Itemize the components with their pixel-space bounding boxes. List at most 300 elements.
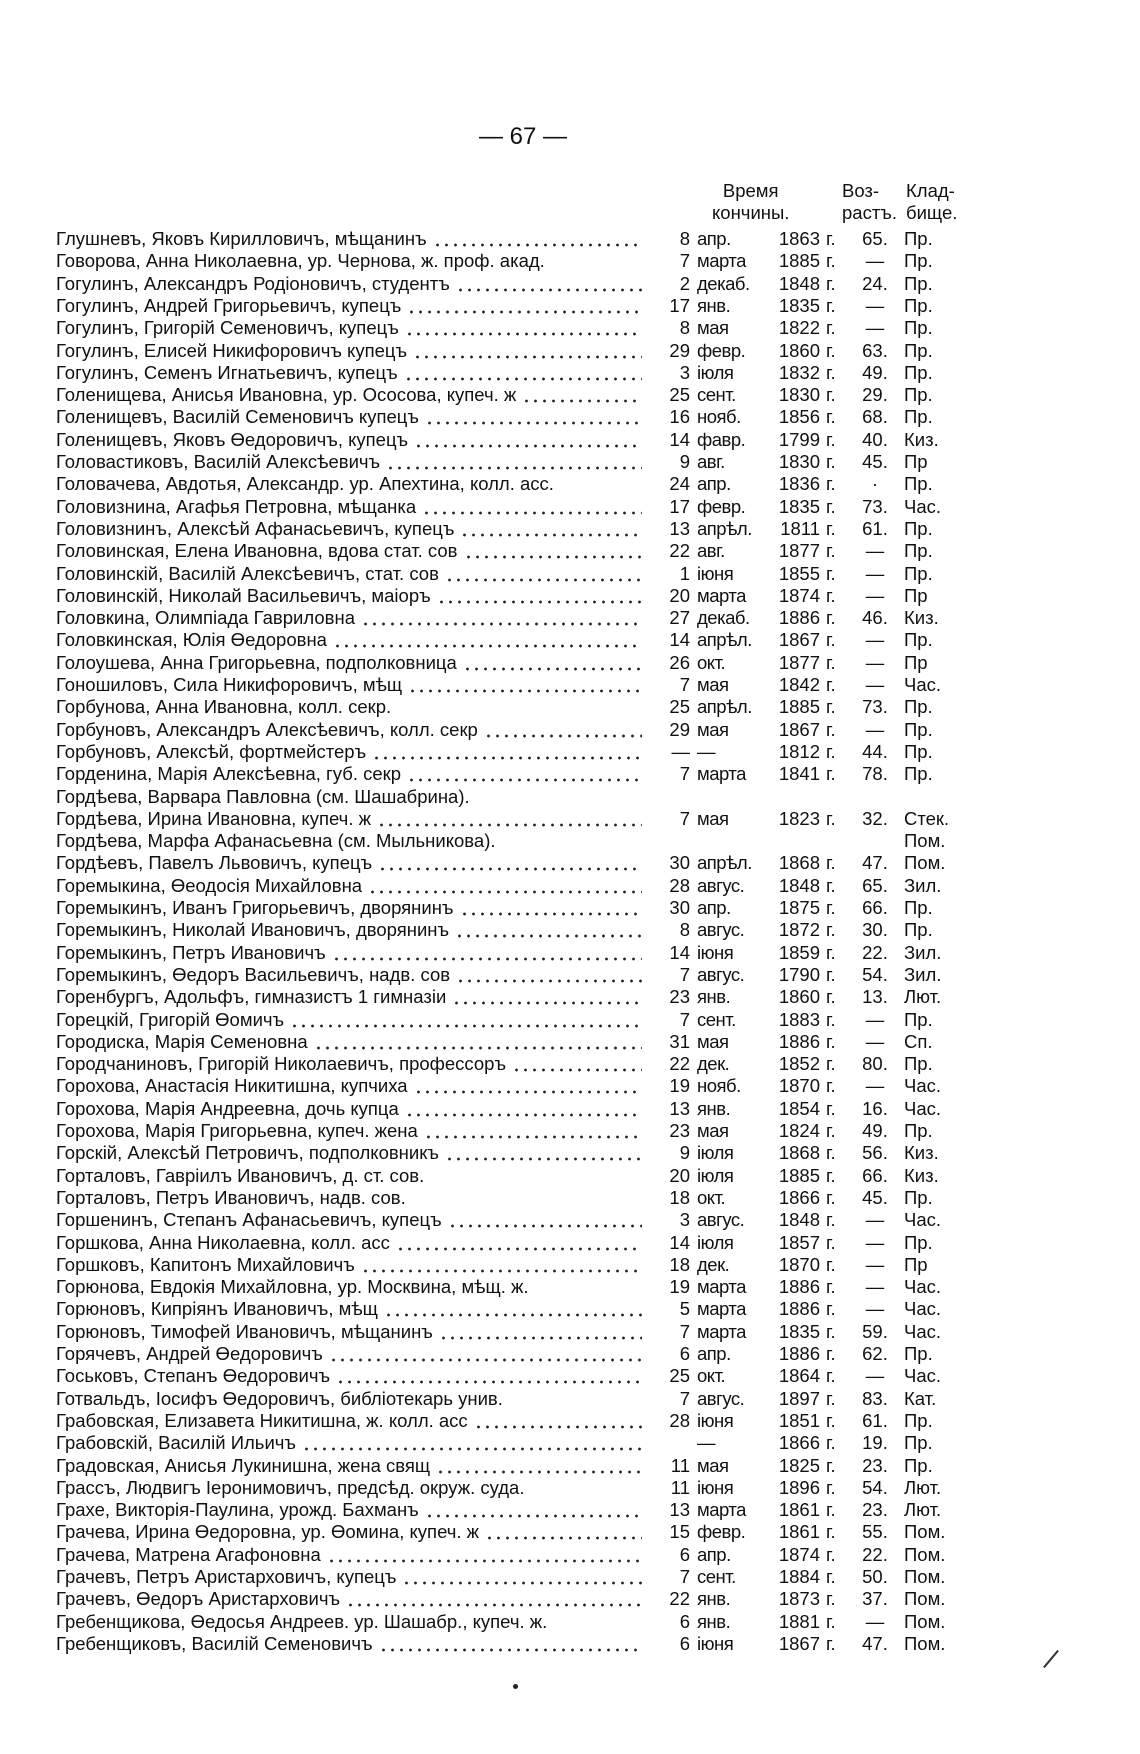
dot-leader	[437, 585, 642, 607]
entry-name-text: Городчаниновъ, Григорій Николаевичъ, профессоръ	[56, 1053, 507, 1075]
entry-year: 1823	[778, 807, 820, 829]
entry-year-suffix: г.	[826, 1409, 836, 1431]
entry-year: 1856	[778, 406, 820, 428]
entry-row	[0, 1165, 1140, 1187]
entry-cemetery: Сп.	[904, 1030, 933, 1052]
entry-year: 1875	[778, 897, 820, 918]
entry-year-suffix: г.	[826, 361, 836, 383]
header-age	[842, 180, 897, 224]
entry-year: 1848	[778, 272, 820, 294]
dot-leader	[522, 384, 642, 406]
entry-day: 24	[669, 473, 690, 495]
entry-day: 18	[669, 1253, 690, 1275]
entry-name	[56, 1388, 644, 1410]
entry-cemetery: Лют.	[904, 986, 942, 1008]
entry-year: 1868	[778, 1142, 820, 1164]
dot-leader	[456, 273, 642, 295]
entry-month: авгус.	[697, 919, 745, 941]
entry-row	[0, 384, 1140, 406]
header-cemetery	[906, 180, 957, 224]
entry-name-text: Горецкій, Григорій Өомичъ	[56, 1008, 285, 1030]
entry-year: 1877	[778, 540, 820, 562]
entry-year-suffix: г.	[826, 1231, 836, 1253]
entry-day: 23	[669, 986, 690, 1008]
entry-year-suffix: г.	[826, 1276, 836, 1298]
entry-year-suffix: г.	[826, 1432, 836, 1454]
entry-cemetery: Пом.	[904, 852, 946, 874]
entry-month: мая	[697, 807, 729, 829]
entry-day: 31	[669, 1030, 690, 1052]
entry-name	[56, 919, 644, 941]
entry-name	[56, 719, 644, 741]
entry-age: —	[865, 250, 885, 272]
entry-cemetery: Зил.	[904, 941, 942, 963]
entry-name-text: Головизнинъ, Алексѣй Афанасьевичъ, купецъ	[56, 517, 455, 539]
entry-year: 1836	[778, 473, 820, 495]
dot-leader	[332, 942, 642, 964]
entry-year-suffix: г.	[826, 1521, 836, 1543]
entry-month: іюня	[697, 941, 734, 963]
entry-year-suffix: г.	[826, 272, 836, 294]
entry-year: 1857	[778, 1231, 820, 1253]
entry-row	[0, 830, 1140, 852]
entry-month: іюня	[697, 1632, 734, 1654]
entry-year-suffix: г.	[826, 941, 836, 963]
entry-cemetery: Стек.	[904, 807, 950, 829]
entry-day: 19	[669, 1276, 690, 1298]
entry-cemetery: Пр.	[904, 317, 933, 339]
entry-name	[56, 763, 644, 785]
entry-row	[0, 1611, 1140, 1633]
dot-leader	[455, 919, 642, 941]
entry-name	[56, 741, 644, 763]
entry-row	[0, 763, 1140, 785]
entry-cemetery: Пр.	[904, 1053, 933, 1075]
entry-age: 22.	[862, 1543, 888, 1565]
entry-cemetery: Пр.	[904, 294, 933, 316]
entry-month: —	[697, 1432, 715, 1454]
entry-row	[0, 1298, 1140, 1320]
dot-leader	[485, 1521, 642, 1543]
entry-row	[0, 1142, 1140, 1164]
entry-day: 6	[679, 1543, 690, 1565]
entry-name-text: Горталовъ, Петръ Ивановичъ, надв. сов.	[56, 1186, 406, 1208]
entry-month: —	[697, 740, 715, 762]
entry-day: 27	[669, 607, 690, 629]
dot-leader	[372, 741, 642, 763]
entry-name	[56, 1053, 644, 1075]
entry-year-suffix: г.	[826, 986, 836, 1008]
entry-cemetery: Пр	[904, 1253, 928, 1275]
entry-name-text: Головкинская, Юлія Өедоровна	[56, 629, 327, 651]
entry-year: 1883	[778, 1008, 820, 1030]
entry-age: —	[865, 629, 885, 651]
entry-age: 37.	[862, 1588, 888, 1610]
entry-day: 7	[679, 963, 690, 985]
entry-row	[0, 808, 1140, 830]
entry-name	[56, 986, 644, 1008]
entry-name	[56, 1031, 644, 1053]
entry-row	[0, 1254, 1140, 1276]
entry-year-suffix: г.	[826, 807, 836, 829]
entry-year: 1835	[778, 1320, 820, 1342]
entry-year: 1886	[778, 607, 820, 629]
entry-name	[56, 273, 644, 295]
dot-leader	[448, 1209, 642, 1231]
entry-row	[0, 1120, 1140, 1142]
entry-month: апр.	[697, 228, 731, 249]
entry-age: —	[865, 1610, 885, 1632]
dot-leader	[346, 1588, 642, 1610]
entry-year-suffix: г.	[826, 540, 836, 562]
entry-year: 1860	[778, 339, 820, 361]
entry-age: 13.	[862, 986, 888, 1008]
entry-day: 14	[669, 1231, 690, 1253]
entry-month: іюня	[697, 1476, 734, 1498]
entry-name	[56, 1455, 644, 1477]
entry-cemetery: Пр.	[904, 1343, 933, 1364]
entry-row	[0, 362, 1140, 384]
entry-year: 1854	[778, 1097, 820, 1119]
entry-age: —	[865, 1276, 885, 1298]
entry-row	[0, 1209, 1140, 1231]
entry-day: 2	[679, 272, 690, 294]
entry-name	[56, 228, 644, 250]
entry-day: 8	[679, 317, 690, 339]
entry-row	[0, 1544, 1140, 1566]
entry-month: янв.	[697, 1097, 731, 1119]
entry-name-text: Горенбургъ, Адольфъ, гимназистъ 1 гимназіи	[56, 986, 447, 1008]
entry-name-text: Грассъ, Людвигъ Іеронимовичъ, предсѣд. окруж. суда.	[56, 1476, 525, 1498]
entry-day: 25	[669, 1365, 690, 1387]
entry-age: 32.	[862, 807, 888, 829]
entry-name	[56, 1521, 644, 1543]
header-time-line2: кончины.	[712, 202, 790, 223]
entry-year: 1848	[778, 874, 820, 896]
entry-month: окт.	[697, 651, 726, 673]
entry-year-suffix: г.	[826, 629, 836, 651]
entry-day: 15	[669, 1521, 690, 1543]
entry-month: мая	[697, 1120, 729, 1141]
entry-year: 1851	[778, 1409, 820, 1431]
entry-name-text: Горшковъ, Капитонъ Михайловичъ	[56, 1253, 355, 1275]
entry-year: 1811	[780, 517, 820, 539]
dot-leader	[302, 1432, 642, 1454]
entry-row	[0, 1031, 1140, 1053]
entry-cemetery: Лют.	[904, 1476, 942, 1498]
entry-row	[0, 317, 1140, 339]
entry-year-suffix: г.	[826, 1053, 836, 1075]
dot-leader	[445, 563, 642, 585]
entry-age: —	[865, 718, 885, 740]
entry-year-suffix: г.	[826, 1253, 836, 1275]
entry-day: 22	[669, 1053, 690, 1075]
entry-row	[0, 919, 1140, 941]
entry-row	[0, 1521, 1140, 1543]
entry-year: 1886	[778, 1343, 820, 1364]
entry-day: 30	[669, 897, 690, 918]
entry-cemetery: Час.	[904, 1276, 942, 1298]
entry-day: 7	[679, 1387, 690, 1409]
header-age-line2: растъ.	[842, 202, 898, 223]
entry-year-suffix: г.	[826, 1120, 836, 1141]
entry-cemetery: Зил.	[904, 963, 942, 985]
entry-year: 1885	[778, 250, 820, 272]
entry-name-text: Голенищевъ, Яковъ Өедоровичъ, купецъ	[56, 428, 409, 450]
entry-cemetery: Пр.	[904, 361, 933, 383]
entry-month: марта	[697, 763, 746, 785]
entry-month: мая	[697, 1030, 729, 1052]
entry-age: 23.	[862, 1499, 888, 1521]
entry-month: янв.	[697, 1588, 731, 1610]
dot-leader	[361, 607, 642, 629]
entry-cemetery: Пр	[904, 451, 928, 472]
entry-day: 6	[679, 1343, 690, 1364]
entry-row	[0, 451, 1140, 473]
entry-row	[0, 897, 1140, 919]
entry-age: 68.	[862, 406, 888, 428]
entry-name-text: Гордѣева, Варвара Павловна (см. Шашабрина).	[56, 785, 470, 807]
entry-day: 16	[669, 406, 690, 428]
entry-year: 1830	[778, 451, 820, 472]
entry-year: 1874	[778, 584, 820, 606]
entry-age: 47.	[862, 1632, 888, 1654]
entry-cemetery: Пр.	[904, 517, 933, 539]
entry-name-text: Горбунова, Анна Ивановна, колл. секр.	[56, 696, 392, 718]
entry-age: 49.	[862, 361, 888, 383]
entry-name	[56, 629, 644, 651]
entry-name-text: Горемыкинъ, Өедоръ Васильевичъ, надв. сов	[56, 963, 451, 985]
entry-year: 1874	[778, 1543, 820, 1565]
entry-name	[56, 1611, 644, 1633]
entry-day: 6	[679, 1632, 690, 1654]
entry-day: 7	[679, 763, 690, 785]
entry-cemetery: Пр.	[904, 540, 933, 562]
entry-day: 9	[679, 451, 690, 472]
entry-row	[0, 585, 1140, 607]
entry-cemetery: Зил.	[904, 874, 942, 896]
dot-leader	[413, 340, 642, 362]
entry-age: ·	[871, 473, 879, 495]
entry-year: 1866	[778, 1186, 820, 1208]
entry-month: марта	[697, 1499, 746, 1521]
entry-month: апр.	[697, 897, 731, 918]
entry-age: —	[865, 562, 885, 584]
entry-cemetery: Час.	[904, 1097, 942, 1119]
entry-name-text: Горемыкинъ, Николай Ивановичъ, дворянинъ	[56, 919, 450, 941]
entry-day: 3	[679, 1209, 690, 1231]
entry-year-suffix: г.	[826, 1343, 836, 1364]
dot-leader	[436, 1455, 642, 1477]
entry-row	[0, 607, 1140, 629]
entry-month: марта	[697, 584, 746, 606]
entry-year: 1832	[778, 361, 820, 383]
entry-year-suffix: г.	[826, 1142, 836, 1164]
entry-name-text: Горохова, Марія Андреевна, дочь купца	[56, 1097, 399, 1119]
entry-name	[56, 1410, 644, 1432]
entry-day: 25	[669, 384, 690, 406]
dot-leader	[407, 295, 642, 317]
entry-cemetery: Пр.	[904, 1231, 933, 1253]
entry-cemetery: Пр.	[904, 1409, 933, 1431]
entry-year: 1870	[778, 1253, 820, 1275]
entry-year: 1799	[778, 428, 820, 450]
entry-year-suffix: г.	[826, 473, 836, 495]
entry-year: 1855	[778, 562, 820, 584]
entry-year-suffix: г.	[826, 1610, 836, 1632]
entry-month: марта	[697, 1320, 746, 1342]
entry-age: 54.	[862, 963, 888, 985]
entry-row	[0, 228, 1140, 250]
entry-year-suffix: г.	[826, 1365, 836, 1387]
entry-name-text: Гоношиловъ, Сила Никифоровичъ, мѣщ	[56, 674, 403, 695]
entry-row	[0, 719, 1140, 741]
entry-day: 25	[669, 696, 690, 718]
entry-year: 1877	[778, 651, 820, 673]
entry-year-suffix: г.	[826, 874, 836, 896]
entry-cemetery: Лют.	[904, 1499, 942, 1521]
entry-name	[56, 1499, 644, 1521]
entry-name-text: Гордѣевъ, Павелъ Львовичъ, купецъ	[56, 852, 373, 874]
entry-year-suffix: г.	[826, 1543, 836, 1565]
entry-year-suffix: г.	[826, 1632, 836, 1654]
entry-year-suffix: г.	[826, 250, 836, 272]
dot-leader	[404, 362, 642, 384]
entry-name-text: Горшенинъ, Степанъ Афанасьевичъ, купецъ	[56, 1209, 442, 1231]
entry-age: 65.	[862, 228, 888, 249]
entry-cemetery	[904, 786, 964, 808]
entry-month: апр.	[697, 473, 731, 495]
entry-year: 1842	[778, 674, 820, 695]
entry-month: марта	[697, 1276, 746, 1298]
entry-age: 22.	[862, 941, 888, 963]
entry-cemetery: Пр.	[904, 1008, 933, 1030]
entry-year: 1868	[778, 852, 820, 874]
entry-name	[56, 1321, 644, 1343]
print-speck	[513, 1684, 518, 1689]
entry-age: 24.	[862, 272, 888, 294]
entry-cemetery: Час.	[904, 674, 942, 695]
entry-name	[56, 1254, 644, 1276]
entry-year-suffix: г.	[826, 228, 836, 249]
entry-name-text: Горохова, Анастасія Никитишна, купчиха	[56, 1075, 408, 1097]
entry-day: 7	[679, 807, 690, 829]
entry-day: 8	[679, 228, 690, 249]
entry-row	[0, 1232, 1140, 1254]
entry-month: іюля	[697, 1142, 734, 1164]
entry-month: апр.	[697, 1543, 731, 1565]
entry-age: 65.	[862, 874, 888, 896]
entry-name	[56, 384, 644, 406]
entry-age: 63.	[862, 339, 888, 361]
entry-age: 49.	[862, 1120, 888, 1141]
entry-row	[0, 1477, 1140, 1499]
entry-cemetery: Пр.	[904, 1432, 933, 1454]
entry-year: 1866	[778, 1432, 820, 1454]
entry-cemetery: Пр	[904, 584, 928, 606]
entry-year-suffix: г.	[826, 1008, 836, 1030]
entry-row	[0, 786, 1140, 808]
entry-year-suffix: г.	[826, 294, 836, 316]
entry-day: 9	[679, 1142, 690, 1164]
entry-cemetery: Пом.	[904, 1521, 946, 1543]
entry-day	[650, 1432, 690, 1454]
entry-name	[56, 1566, 644, 1588]
entry-row	[0, 273, 1140, 295]
entry-age: —	[865, 1253, 885, 1275]
entry-name	[56, 897, 644, 919]
entry-year-suffix: г.	[826, 562, 836, 584]
entry-row	[0, 964, 1140, 986]
dot-leader	[379, 1633, 642, 1655]
entry-row	[0, 1187, 1140, 1209]
entry-month: февр.	[697, 339, 746, 361]
entry-day: 7	[679, 1320, 690, 1342]
entry-age	[856, 786, 894, 808]
entry-name	[56, 1232, 644, 1254]
entry-year-suffix: г.	[826, 384, 836, 406]
entry-month: марта	[697, 250, 746, 272]
dot-leader	[386, 451, 642, 473]
entry-name	[56, 406, 644, 428]
entry-age: 62.	[862, 1343, 888, 1364]
entry-name	[56, 1588, 644, 1610]
entry-cemetery: Час.	[904, 495, 942, 517]
entry-age: 45.	[862, 451, 888, 472]
entry-age: 61.	[862, 517, 888, 539]
entry-row	[0, 629, 1140, 651]
entry-month: янв.	[697, 294, 731, 316]
entry-name-text: Гребенщиковъ, Василій Семеновичъ	[56, 1632, 373, 1654]
entry-day	[650, 786, 690, 808]
entry-name-text: Гогулинъ, Семенъ Игнатьевичъ, купецъ	[56, 361, 398, 383]
entry-name	[56, 1187, 644, 1209]
entry-year: 1859	[778, 941, 820, 963]
entry-month	[697, 786, 771, 808]
entry-year-suffix: г.	[826, 1320, 836, 1342]
entry-cemetery: Пр.	[904, 406, 933, 428]
entry-month: декаб.	[697, 272, 750, 294]
entry-age: 30.	[862, 919, 888, 941]
entry-name	[56, 1298, 644, 1320]
entry-row	[0, 1276, 1140, 1298]
entry-name	[56, 674, 644, 696]
dot-leader	[425, 1499, 642, 1521]
entry-day: 11	[670, 1454, 690, 1476]
entry-name-text: Горохова, Марія Григорьевна, купеч. жена	[56, 1120, 418, 1141]
dot-leader	[460, 897, 643, 919]
entry-name	[56, 652, 644, 674]
entry-name	[56, 451, 644, 473]
entry-year-suffix: г.	[826, 963, 836, 985]
entry-name-text: Горячевъ, Андрей Өедоровичъ	[56, 1343, 323, 1364]
entry-month: февр.	[697, 1521, 746, 1543]
entry-row	[0, 1432, 1140, 1454]
entry-day: 28	[669, 874, 690, 896]
dot-leader	[464, 540, 643, 562]
dot-leader	[396, 1232, 642, 1254]
entry-name-text: Грахе, Викторія-Паулина, урожд. Бахманъ	[56, 1499, 419, 1521]
header-cemetery-line2: бище.	[906, 202, 958, 223]
entry-cemetery: Пр.	[904, 1186, 933, 1208]
entry-age: 66.	[862, 897, 888, 918]
entry-year-suffix: г.	[826, 1566, 836, 1587]
entry-age: 19.	[862, 1432, 888, 1454]
entry-month: мая	[697, 674, 729, 695]
entry-year: 1886	[778, 1276, 820, 1298]
entry-month: апр.	[697, 1343, 731, 1364]
entry-cemetery: Киз.	[904, 1164, 939, 1186]
